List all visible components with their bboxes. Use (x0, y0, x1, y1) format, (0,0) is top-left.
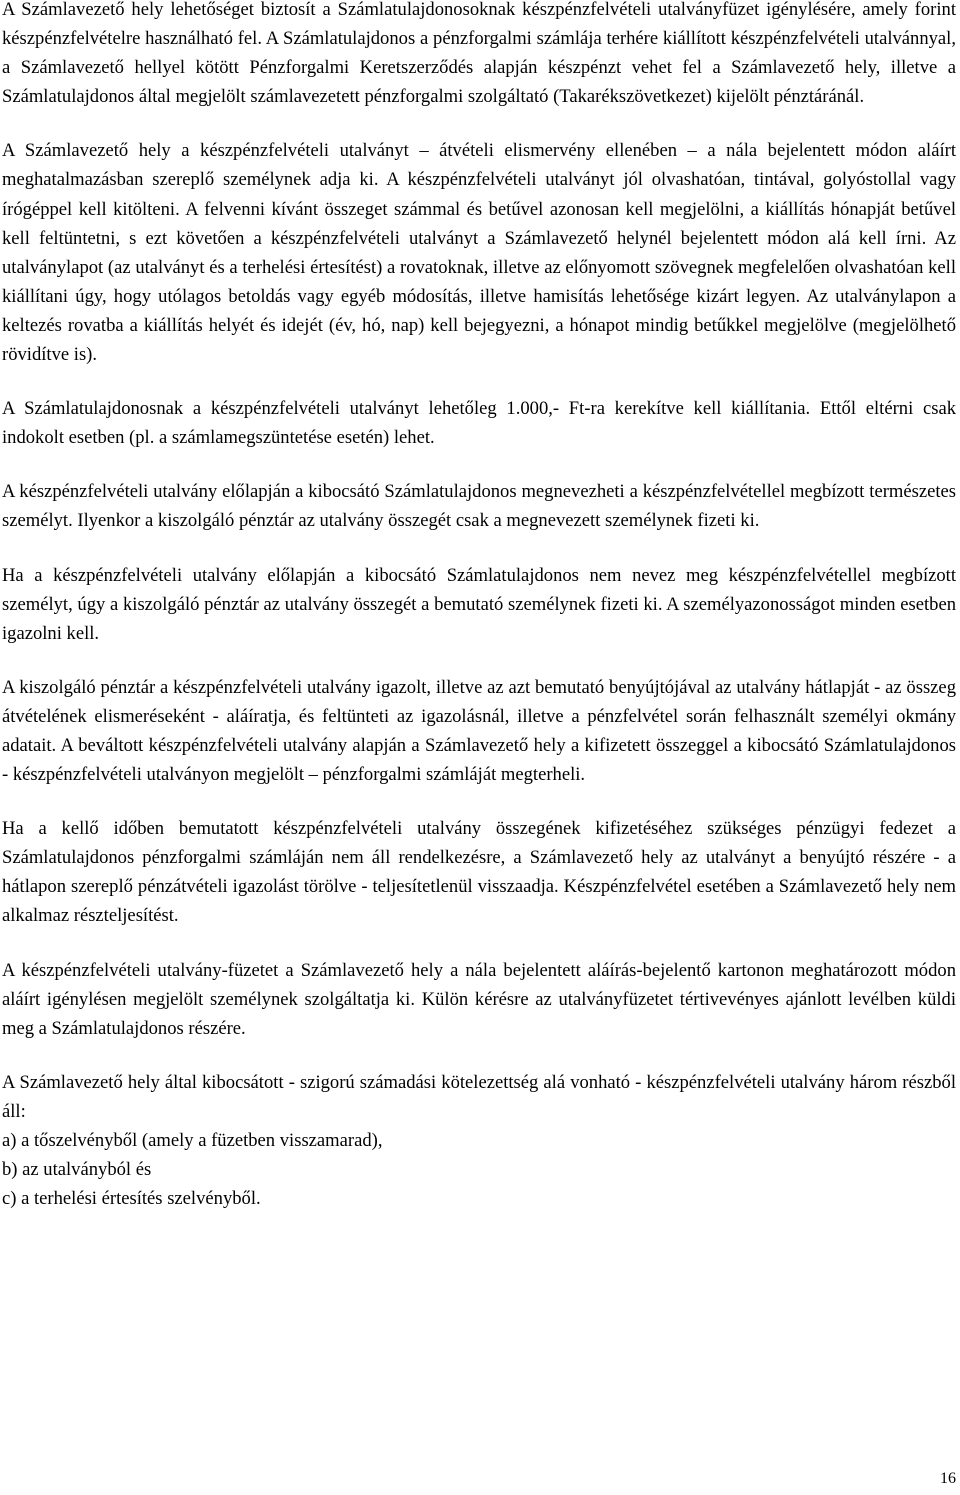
paragraph-voucher-issuance: A Számlavezető hely a készpénzfelvételi utalványt – átvételi elismervény ellenében – a nála bejelentett módon aláírt meghatalmazásban szereplő személynek adja ki. A készpénzfelvételi utalványt jól olvashatóan, tintával, golyóstollal vagy írógéppel kell kitölteni. A felvenni kívánt összeget számmal és betűvel azonosan kell megjelölni, a kiállítás hónapját betűvel kell feltüntetni, s ezt követően a készpénzfelvételi utalványt a Számlavezető helynél bejelentett módon alá kell írni. Az utalványlapot (az utalványt és a terhelési értesítést) a rovatoknak, illetve az előnyomott szövegnek megfelelően olvashatóan kell kiállítani úgy, hogy utólagos betoldás vagy egyéb módosítás, illetve hamisítás lehetősége kizárt legyen. Az utalványlapon a keltezés rovatba a kiállítás helyét és idejét (év, hó, nap) kell bejegyezni, a hónapot mindig betűkkel megjelölve (megjelölhető rövidítve is). (2, 140, 956, 366)
page-number: 16 (940, 1470, 956, 1487)
paragraph-rounding: A Számlatulajdonosnak a készpénzfelvételi utalványt lehetőleg 1.000,- Ft-ra kerekítve kell kiállítania. Ettől eltérni csak indokolt esetben (pl. a számlamegszüntetése esetén) lehet. (2, 398, 956, 449)
list-item: b) az utalványból és (2, 1159, 152, 1181)
paragraph-named-person: A készpénzfelvételi utalvány előlapján a kibocsátó Számlatulajdonos megnevezheti a készpénzfelvétellel megbízott természetes személyt. Ilyenkor a kiszolgáló pénztár az utalvány összegét csak a megnevezett személynek fizeti ki. (2, 481, 956, 532)
paragraph-bearer: Ha a készpénzfelvételi utalvány előlapján a kibocsátó Számlatulajdonos nem nevez meg készpénzfelvétellel megbízott személyt, úgy a kiszolgáló pénztár az utalvány összegét a bemutató személynek fizeti ki. A személyazonosságot minden esetben igazolni kell. (2, 564, 956, 644)
voucher-parts-list (2, 1126, 956, 1213)
paragraph-cashier-verification: A kiszolgáló pénztár a készpénzfelvételi utalvány igazolt, illetve az azt bemutató benyújtójával az utalvány hátlapját - az összeg átvételének elismeréseként - aláíratja, és feltünteti az igazolásnál, illetve a pénzfelvétel során felhasznált személyi okmány adatait. A beváltott készpénzfelvételi utalvány alapján a Számlavezető hely a kifizetett összeggel a kibocsátó Számlatulajdonos - készpénzfelvételi utalványon megjelölt – pénzforgalmi számláját megterheli. (2, 676, 956, 786)
paragraph-insufficient-funds: Ha a kellő időben bemutatott készpénzfelvételi utalvány összegének kifizetéséhez szükséges pénzügyi fedezet a Számlatulajdonos pénzforgalmi számláján nem áll rendelkezésre, a Számlavezető hely az utalványt a benyújtó részére - a hátlapon szereplő pénzátvételi igazolást törölve - teljesítetlenül visszaadja. Készpénzfelvétel esetében a Számlavezető hely nem alkalmaz részteljesítést. (2, 818, 956, 927)
list-item: a) a tőszelvényből (amely a füzetben visszamarad), (2, 1130, 383, 1151)
list-item: c) a terhelési értesítés szelvényből. (2, 1188, 261, 1210)
paragraph-booklet-delivery: A készpénzfelvételi utalvány-füzetet a Számlavezető hely a nála bejelentett aláírás-bejelentő kartonon meghatározott módon aláírt igénylésen megjelölt személynek szolgáltatja ki. Külön kérésre az utalványfüzetet tértivevényes ajánlott levélben küldi meg a Számlatulajdonos részére. (2, 959, 956, 1039)
paragraph-voucher-parts: A Számlavezető hely által kibocsátott - szigorú számadási kötelezettség alá vonható - készpénzfelvételi utalvány három részből áll: (2, 1071, 956, 1122)
paragraph-cash-withdrawal-booklet: A Számlavezető hely lehetőséget biztosít a Számlatulajdonosoknak készpénzfelvételi utalványfüzet igénylésére, amely forint készpénzfelvételre használható fel. A Számlatulajdonos a pénzforgalmi számlája terhére kiállított készpénzfelvételi utalvánnyal, a Számlavezető hellyel kötött Pénzforgalmi Keretszerződés alapján készpénzt vehet fel a Számlavezető hely, illetve a Számlatulajdonos által megjelölt számlavezetett pénzforgalmi szolgáltató (Takarékszövetkezet) kijelölt pénztáránál. (2, 0, 956, 108)
